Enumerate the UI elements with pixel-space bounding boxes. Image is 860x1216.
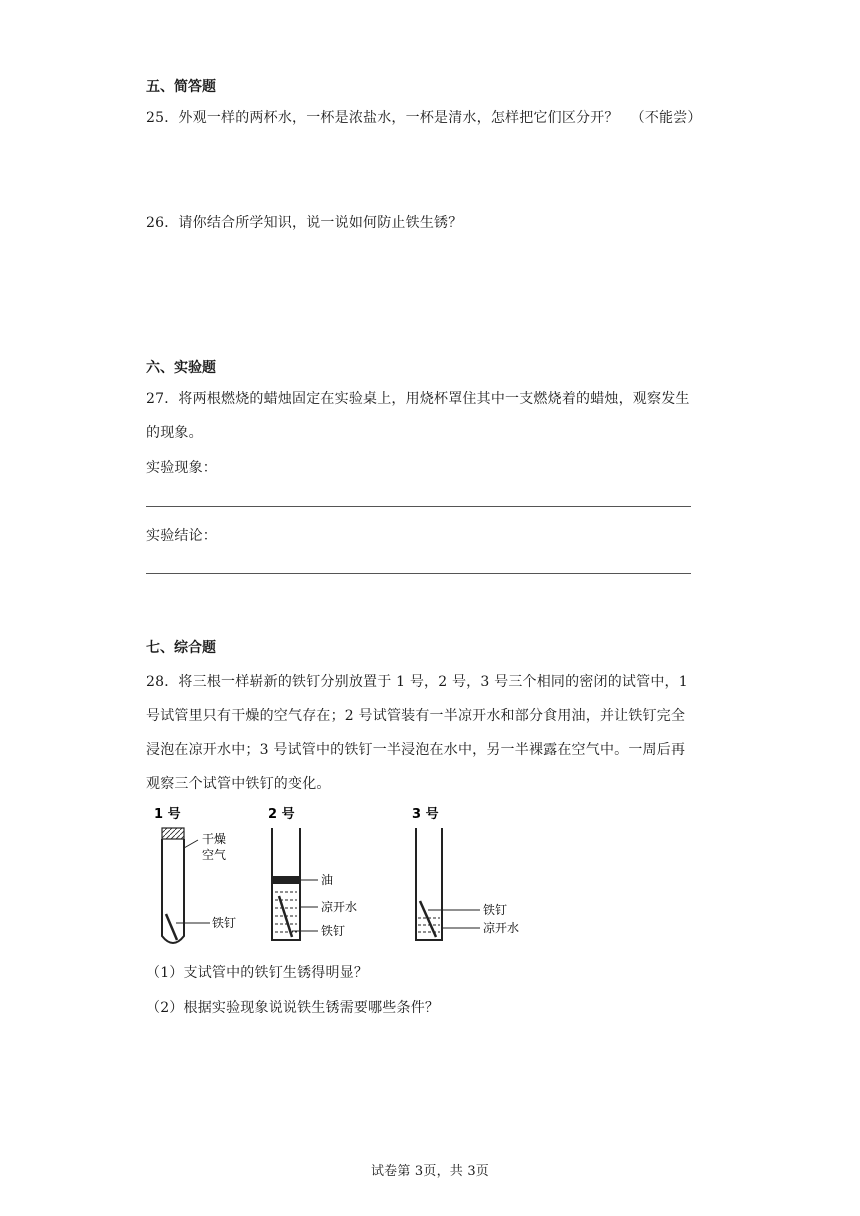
test-tubes-figure	[140, 800, 540, 955]
question-27-line-2: 的现象。	[146, 425, 203, 441]
tube-2-water-label: 凉开水	[321, 900, 358, 914]
section-6-heading: 六、实验题	[146, 360, 216, 376]
tube-1-air-label-1: 干燥	[202, 832, 227, 846]
phenomenon-label: 实验现象：	[146, 460, 217, 476]
page-footer: 试卷第 3页，共 3页	[370, 1164, 489, 1179]
tube-2-water	[275, 892, 297, 932]
question-28-line-3: 浸泡在凉开水中；3 号试管中的铁钉一半浸泡在水中，另一半裸露在空气中。一周后再	[146, 742, 686, 758]
tube-1-label: 1 号	[154, 807, 181, 822]
tube-1-stopper	[162, 828, 184, 839]
tube-3-label: 3 号	[412, 807, 439, 822]
tube-3-nail-label: 铁钉	[483, 903, 508, 917]
conclusion-answer-line[interactable]	[146, 573, 691, 574]
phenomenon-answer-line[interactable]	[146, 506, 691, 507]
tube-2-oil-layer	[273, 876, 299, 884]
tube-2-label: 2 号	[268, 807, 295, 822]
section-7-heading: 七、综合题	[146, 640, 216, 656]
question-25-note: （不能尝）	[630, 110, 702, 126]
tube-1-air-label-2: 空气	[202, 848, 227, 862]
question-25-text: 25．外观一样的两杯水，一杯是浓盐水，一杯是清水，怎样把它们区分开？	[146, 110, 619, 126]
question-25	[146, 107, 702, 127]
tube-2-nail	[279, 896, 292, 937]
question-28-line-4: 观察三个试管中铁钉的变化。	[146, 776, 331, 792]
tube-3	[412, 806, 519, 940]
question-27-line-1: 27．将两根燃烧的蜡烛固定在实验桌上，用烧杯罩住其中一支燃烧着的蜡烛，观察发生	[146, 391, 690, 407]
tube-1-nail	[166, 914, 177, 940]
tube-2-nail-label: 铁钉	[321, 924, 346, 938]
question-28-sub-1: （1）支试管中的铁钉生锈得明显？	[146, 965, 369, 981]
tube-2	[268, 806, 357, 940]
question-26: 26．请你结合所学知识，说一说如何防止铁生锈？	[146, 215, 463, 231]
question-28-line-2: 号试管里只有干燥的空气存在；2 号试管装有一半凉开水和部分食用油，并让铁钉完全	[146, 708, 686, 724]
tube-1-nail-label: 铁钉	[212, 916, 237, 930]
question-28-sub-2: （2）根据实验现象说说铁生锈需要哪些条件？	[146, 1000, 440, 1016]
conclusion-label: 实验结论：	[146, 528, 217, 544]
section-5-heading: 五、简答题	[146, 79, 216, 95]
tube-3-water-label: 凉开水	[483, 921, 520, 935]
tube-2-oil-label: 油	[321, 873, 334, 887]
tube-1	[154, 806, 236, 943]
question-28-line-1: 28．将三根一样崭新的铁钉分别放置于 1 号，2 号，3 号三个相同的密闭的试管中，1	[146, 674, 688, 690]
